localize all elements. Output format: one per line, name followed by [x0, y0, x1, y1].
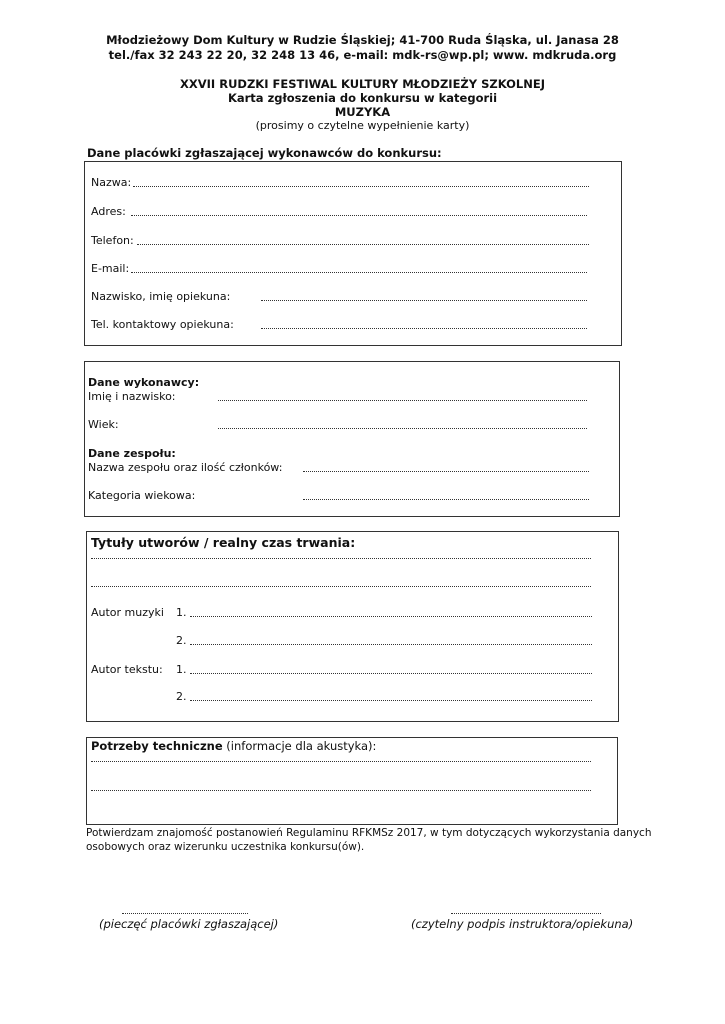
- lyrics-author-num-2: 2.: [176, 690, 187, 703]
- technical-line-1[interactable]: [91, 753, 591, 762]
- email-field[interactable]: [131, 264, 587, 273]
- age-category-label: Kategoria wiekowa:: [88, 489, 196, 502]
- signature-line[interactable]: [451, 905, 601, 914]
- institution-box: [84, 161, 622, 346]
- email-label: E-mail:: [91, 262, 130, 275]
- piece-line-1[interactable]: [91, 550, 591, 559]
- music-author-label: Autor muzyki: [91, 606, 164, 619]
- lyrics-author-label: Autor tekstu:: [91, 663, 163, 676]
- guardian-name-field[interactable]: [261, 292, 587, 301]
- technical-heading-rest: (informacje dla akustyka):: [222, 739, 377, 753]
- stamp-caption: (pieczęć placówki zgłaszającej): [99, 917, 279, 931]
- guardian-name-label: Nazwisko, imię opiekuna:: [91, 290, 231, 303]
- guardian-phone-label: Tel. kontaktowy opiekuna:: [91, 318, 234, 331]
- music-author-num-1: 1.: [176, 606, 187, 619]
- stamp-line[interactable]: [122, 905, 248, 914]
- guardian-phone-field[interactable]: [261, 320, 587, 329]
- performer-heading: Dane wykonawcy:: [88, 376, 200, 389]
- form-title: Karta zgłoszenia do konkursu w kategorii: [227, 91, 498, 105]
- technical-heading-bold: Potrzeby techniczne: [91, 739, 223, 753]
- performer-box: [84, 361, 620, 517]
- band-name-field[interactable]: [303, 463, 589, 472]
- category-title: MUZYKA: [334, 105, 391, 119]
- music-author-num-2: 2.: [176, 634, 187, 647]
- lyrics-author-field-2[interactable]: [190, 692, 592, 701]
- name-field[interactable]: [133, 178, 589, 187]
- institution-heading: Dane placówki zgłaszającej wykonawców do konkursu:: [87, 146, 442, 160]
- consent-line-1: Potwierdzam znajomość postanowień Regulaminu RFKMSz 2017, w tym dotyczących wykorzystania danych: [86, 827, 652, 839]
- fill-note: (prosimy o czytelne wypełnienie karty): [255, 119, 470, 132]
- full-name-label: Imię i nazwisko:: [88, 390, 176, 403]
- festival-title: XXVII RUDZKI FESTIWAL KULTURY MŁODZIEŻY SZKOLNEJ: [180, 77, 545, 91]
- age-category-field[interactable]: [303, 491, 589, 500]
- technical-heading: [91, 739, 376, 753]
- address-label: Adres:: [91, 205, 126, 218]
- phone-label: Telefon:: [91, 234, 134, 247]
- name-label: Nazwa:: [91, 176, 132, 189]
- technical-box: [86, 737, 618, 825]
- music-author-field-1[interactable]: [190, 608, 592, 617]
- consent-line-2: osobowych oraz wizerunku uczestnika konkursu(ów).: [86, 841, 365, 853]
- lyrics-author-field-1[interactable]: [190, 665, 592, 674]
- header-line-2: tel./fax 32 243 22 20, 32 248 13 46, e-mail: mdk-rs@wp.pl; www. mdkruda.org: [108, 48, 617, 62]
- technical-line-2[interactable]: [91, 782, 591, 791]
- full-name-field[interactable]: [218, 392, 587, 401]
- signature-caption: (czytelny podpis instruktora/opiekuna): [411, 917, 634, 931]
- band-heading: Dane zespołu:: [88, 447, 176, 460]
- piece-line-2[interactable]: [91, 578, 591, 587]
- pieces-box: [86, 531, 619, 722]
- age-field[interactable]: [218, 420, 587, 429]
- address-field[interactable]: [131, 207, 587, 216]
- band-name-label: Nazwa zespołu oraz ilość członków:: [88, 461, 283, 474]
- lyrics-author-num-1: 1.: [176, 663, 187, 676]
- age-label: Wiek:: [88, 418, 119, 431]
- header-line-1: Młodzieżowy Dom Kultury w Rudzie Śląskiej; 41-700 Ruda Śląska, ul. Janasa 28: [106, 33, 619, 47]
- pieces-heading: Tytuły utworów / realny czas trwania:: [91, 535, 356, 550]
- phone-field[interactable]: [137, 236, 589, 245]
- music-author-field-2[interactable]: [190, 636, 592, 645]
